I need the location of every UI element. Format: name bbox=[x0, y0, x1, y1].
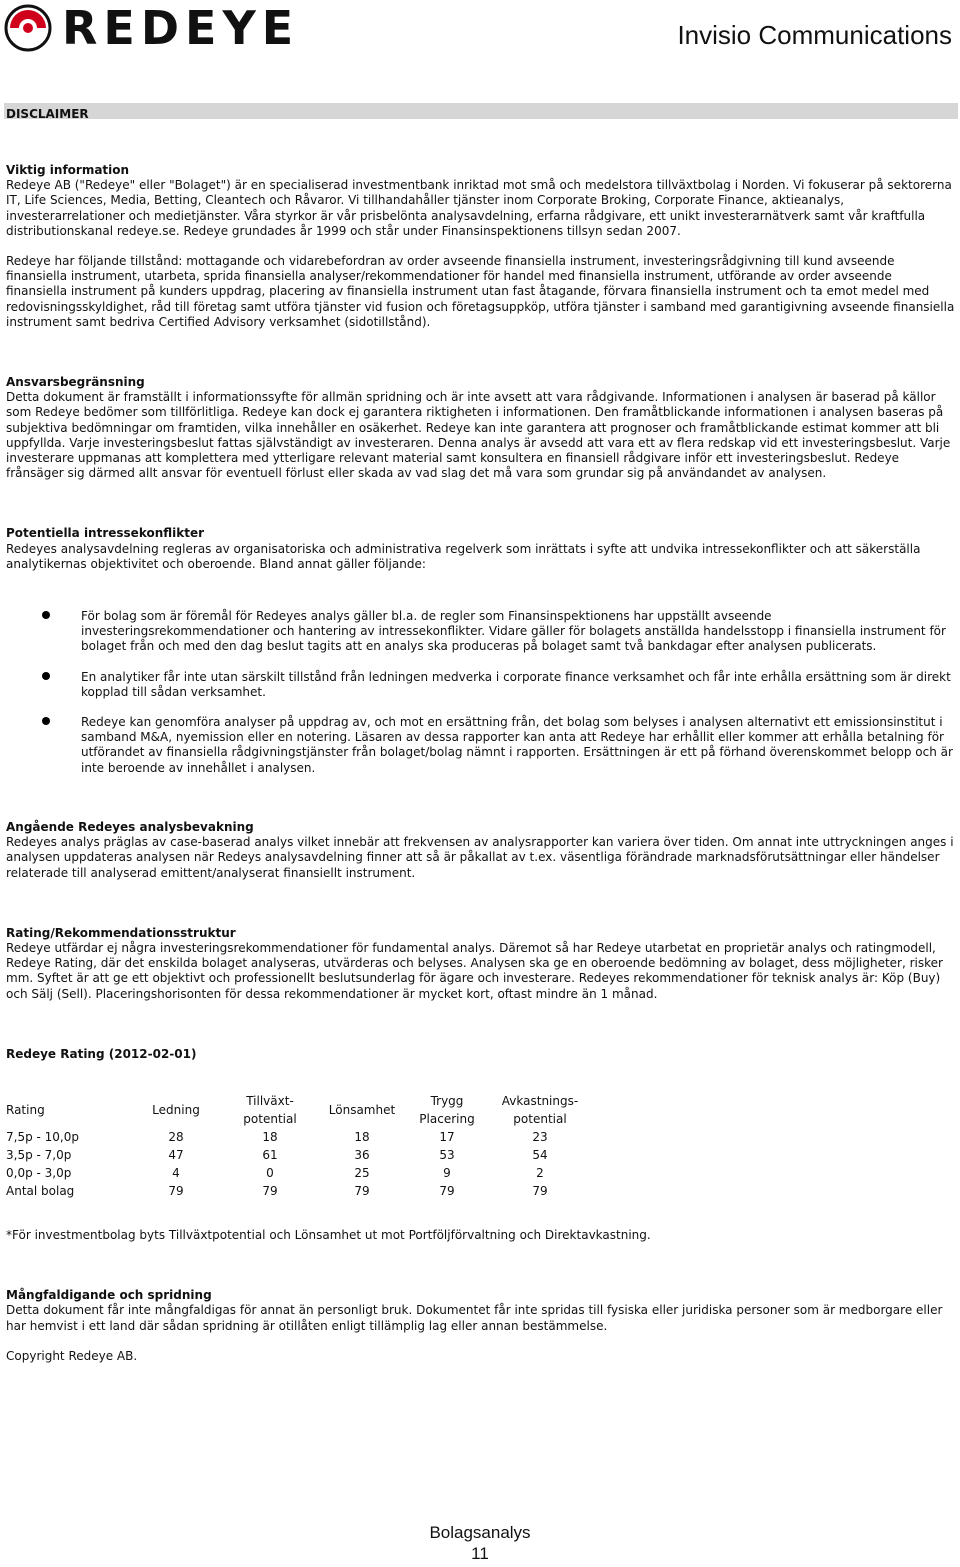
list-item: För bolag som är föremål för Redeyes analys gäller bl.a. de regler som Finansinspektionens har uppställt avseende investeringsrekommendationer och hantering av intressekonflikter. Vidare gäller för bolagets anställda handelsstopp i finansiella instrument för bolaget från och med den dag beslut tagits att en analys ska produceras på bolaget samt två bankdagar efter analysen publicerats. bbox=[6, 609, 956, 655]
table-row bbox=[6, 1146, 604, 1164]
table-cell: 79 bbox=[532, 1183, 548, 1198]
table-cell: 61 bbox=[262, 1147, 278, 1162]
important-paragraph-2: Redeye har följande tillstånd: mottagande och vidarebefordran av order avseende finansiella instrument, investeringsrådgivning till kund avseende finansiella instrument, utarbeta, sprida finansiella analyser/rekommendationer för handel med finansiella instrument, utförande av order avseende finansiella instrument på kunders uppdrag, placering av finansiella instrument utan fast åtagande, förvara finansiella instrument och ta emot medel med redovisningsskyldighet, råd till företag samt utföra tjänster vid fusion och företagsuppköp, utföra tjänster i samband med garantigivning avseende finansiella instrument samt bedriva Certified Advisory verksamhet (sidotillstånd). bbox=[6, 254, 955, 329]
list-item: Redeye kan genomföra analyser på uppdrag av, och mot en ersättning från, det bolag som belyses i analysen alternativt ett emissionsinstitut i samband M&A, nyemission eller en notering. Läsaren av dessa rapporter kan anta att Redeye har erhållit eller kommer att erhålla betalning för utförandet av finansiella rådgivningstjänster från bolaget/bolag nämnt i rapporten. Ersättningen är ett på förhand överenskommet belopp och är inte beroende av innehållet i analysen. bbox=[6, 715, 956, 776]
table-cell: 53 bbox=[439, 1147, 455, 1162]
rating-structure-paragraph: Redeye utfärdar ej några investeringsrekommendationer för fundamental analys. Däremot så har Redeye utarbetat en proprietär analys och ratingmodell, Redeye Rating, där det enskilda bolaget analyseras, utvärderas och belyses. Analysen ska ge en oberoende bedömning av bolaget, dess möjligheter, risker mm. Syftet är att ge ett objektivt och professionellt beslutsunderlag för ägare och investerare. Redeyes rekommendationer för teknisk analys är: Köp (Buy) och Sälj (Sell). Placeringshorisonten för dessa rekommendationer är mycket kort, oftast mindre än 1 månad. bbox=[6, 940, 943, 1001]
coverage-paragraph: Redeyes analys präglas av case-baserad analys vilket innebär att frekvensen av analysrapporter kan variera över tiden. Om annat inte uttryckningen anges i analysen uppdateras analysen när Redeys analysavdelning finner att så är påkallat av t.ex. väsentliga förändrade marknadsförutsättningar eller händelser relaterade till analyserad emittent/analyserat finansiellt instrument. bbox=[6, 835, 954, 880]
table-row bbox=[6, 1182, 604, 1200]
table-cell: 2 bbox=[536, 1165, 544, 1180]
table-cell: 23 bbox=[532, 1129, 548, 1144]
footer-label: Bolagsanalys bbox=[429, 1523, 531, 1542]
table-cell: 3,5p - 7,0p bbox=[6, 1147, 72, 1162]
table-cell: 79 bbox=[262, 1183, 278, 1198]
table-cell: 36 bbox=[354, 1147, 370, 1162]
page-header bbox=[0, 0, 960, 60]
conflicts-paragraph: Redeyes analysavdelning regleras av organisatoriska och administrativa regelverk som inrättats i syfte att undvika intressekonflikter och att säkerställa analytikernas objektivitet och oberoende. Bland annat gäller följande: bbox=[6, 541, 921, 571]
table-header: Tillväxt- potential bbox=[243, 1093, 297, 1126]
table-cell: 18 bbox=[354, 1129, 370, 1144]
table-cell: 54 bbox=[532, 1147, 548, 1162]
table-header: Rating bbox=[6, 1102, 45, 1117]
rating-table bbox=[6, 1092, 604, 1200]
copyright-text: Copyright Redeye AB. bbox=[6, 1348, 138, 1363]
section-title-important: Viktig information bbox=[6, 163, 130, 177]
redeye-eye-icon bbox=[4, 4, 52, 52]
redeye-logo bbox=[4, 1, 300, 55]
list-item: En analytiker får inte utan särskilt tillstånd från ledningen medverka i corporate finance verksamhet och får inte erhålla ersättning som är direkt kopplad till sådan verksamhet. bbox=[6, 670, 956, 700]
table-cell: 47 bbox=[168, 1147, 184, 1162]
disclaimer-label: DISCLAIMER bbox=[6, 107, 89, 121]
rating-footnote: *För investmentbolag byts Tillväxtpotential och Lönsamhet ut mot Portföljförvaltning och Direktavkastning. bbox=[6, 1227, 651, 1242]
document-body bbox=[6, 163, 956, 1364]
table-cell: 79 bbox=[439, 1183, 455, 1198]
table-row bbox=[6, 1164, 604, 1182]
important-paragraph-1: Redeye AB ("Redeye" eller "Bolaget") är en specialiserad investmentbank inriktad mot små och medelstora tillväxtbolag i Norden. Vi fokuserar på sektorerna IT, Life Sciences, Media, Betting, Cleantech och Råvaror. Vi tillhandahåller tjänster inom Corporate Broking, Corporate Finance, aktieanalys, investerarrelationer och medietjänster. Våra styrkor är vår prisbelönta analysavdelning, erfarna rådgivare, ett unikt investerarnätverk samt vår kraftfulla distributionskanal redeye.se. Redeye grundades år 1999 och står under Finansinspektionens tillsyn sedan 2007. bbox=[6, 178, 952, 238]
table-cell: 7,5p - 10,0p bbox=[6, 1129, 79, 1144]
table-cell: 17 bbox=[439, 1129, 455, 1144]
section-title-coverage: Angående Redeyes analysbevakning bbox=[6, 819, 254, 834]
table-cell: 0 bbox=[266, 1165, 274, 1180]
section-title-liability: Ansvarsbegränsning bbox=[6, 375, 145, 390]
table-cell: 9 bbox=[443, 1165, 451, 1180]
disclaimer-bar bbox=[4, 103, 958, 119]
table-cell: 28 bbox=[168, 1129, 184, 1144]
table-cell: 79 bbox=[354, 1183, 370, 1198]
distribution-paragraph: Detta dokument får inte mångfaldigas för annat än personligt bruk. Dokumentet får inte spridas till fysiska eller juridiska personer som är medborgare eller har hemvist i ett land där sådan spridning är otillåten enligt tillämplig lag eller annan bestämmelse. bbox=[6, 1303, 943, 1333]
logo-text: REDEYE bbox=[62, 1, 300, 55]
section-title-rating-table: Redeye Rating (2012-02-01) bbox=[6, 1046, 197, 1061]
bullet-icon bbox=[42, 611, 50, 619]
section-title-conflicts: Potentiella intressekonflikter bbox=[6, 526, 205, 541]
table-cell: 4 bbox=[172, 1165, 180, 1180]
bullet-icon bbox=[42, 672, 50, 680]
liability-paragraph: Detta dokument är framställt i informationssyfte för allmän spridning och är inte avsett att vara rådgivande. Informationen i analysen är baserad på källor som Redeye bedömer som tillförlitliga. Redeye kan dock ej garantera riktigheten i informationen. Den framåtblickande informationen i analysen baseras på subjektiva bedömningar om framtiden, vilka innehåller en osäkerhet. Redeye kan inte garantera att prognoser och framåtblickande estimat kommer att bli uppfyllda. Varje investeringsbeslut fattas självständigt av investeraren. Denna analys är avsedd att vara ett av flera redskap vid ett investeringsbeslut. Varje investerare uppmanas att komplettera med ytterligare relevant material samt konsultera en finansiell rådgivare inför ett investeringsbeslut. Redeye frånsäger sig därmed allt ansvar för eventuell förlust eller skada av vad slag det må vara som grundar sig på användandet av analysen. bbox=[6, 390, 951, 481]
table-header-row bbox=[6, 1092, 604, 1128]
table-row bbox=[6, 1128, 604, 1146]
table-cell: 25 bbox=[354, 1165, 370, 1180]
table-cell: 79 bbox=[168, 1183, 184, 1198]
bullet-icon bbox=[42, 717, 50, 725]
page-number: 11 bbox=[471, 1544, 489, 1563]
table-cell: Antal bolag bbox=[6, 1183, 75, 1198]
section-title-rating-structure: Rating/Rekommendationsstruktur bbox=[6, 925, 236, 940]
conflicts-bullet-list bbox=[6, 609, 956, 776]
table-header: Ledning bbox=[152, 1102, 200, 1117]
table-header: Lönsamhet bbox=[328, 1102, 396, 1117]
section-title-distribution: Mångfaldigande och spridning bbox=[6, 1288, 212, 1303]
table-cell: 18 bbox=[262, 1129, 278, 1144]
table-cell: 0,0p - 3,0p bbox=[6, 1165, 72, 1180]
table-header: Avkastnings- potential bbox=[501, 1093, 579, 1126]
company-name: Invisio Communications bbox=[677, 20, 952, 50]
table-header: Trygg Placering bbox=[419, 1093, 475, 1126]
